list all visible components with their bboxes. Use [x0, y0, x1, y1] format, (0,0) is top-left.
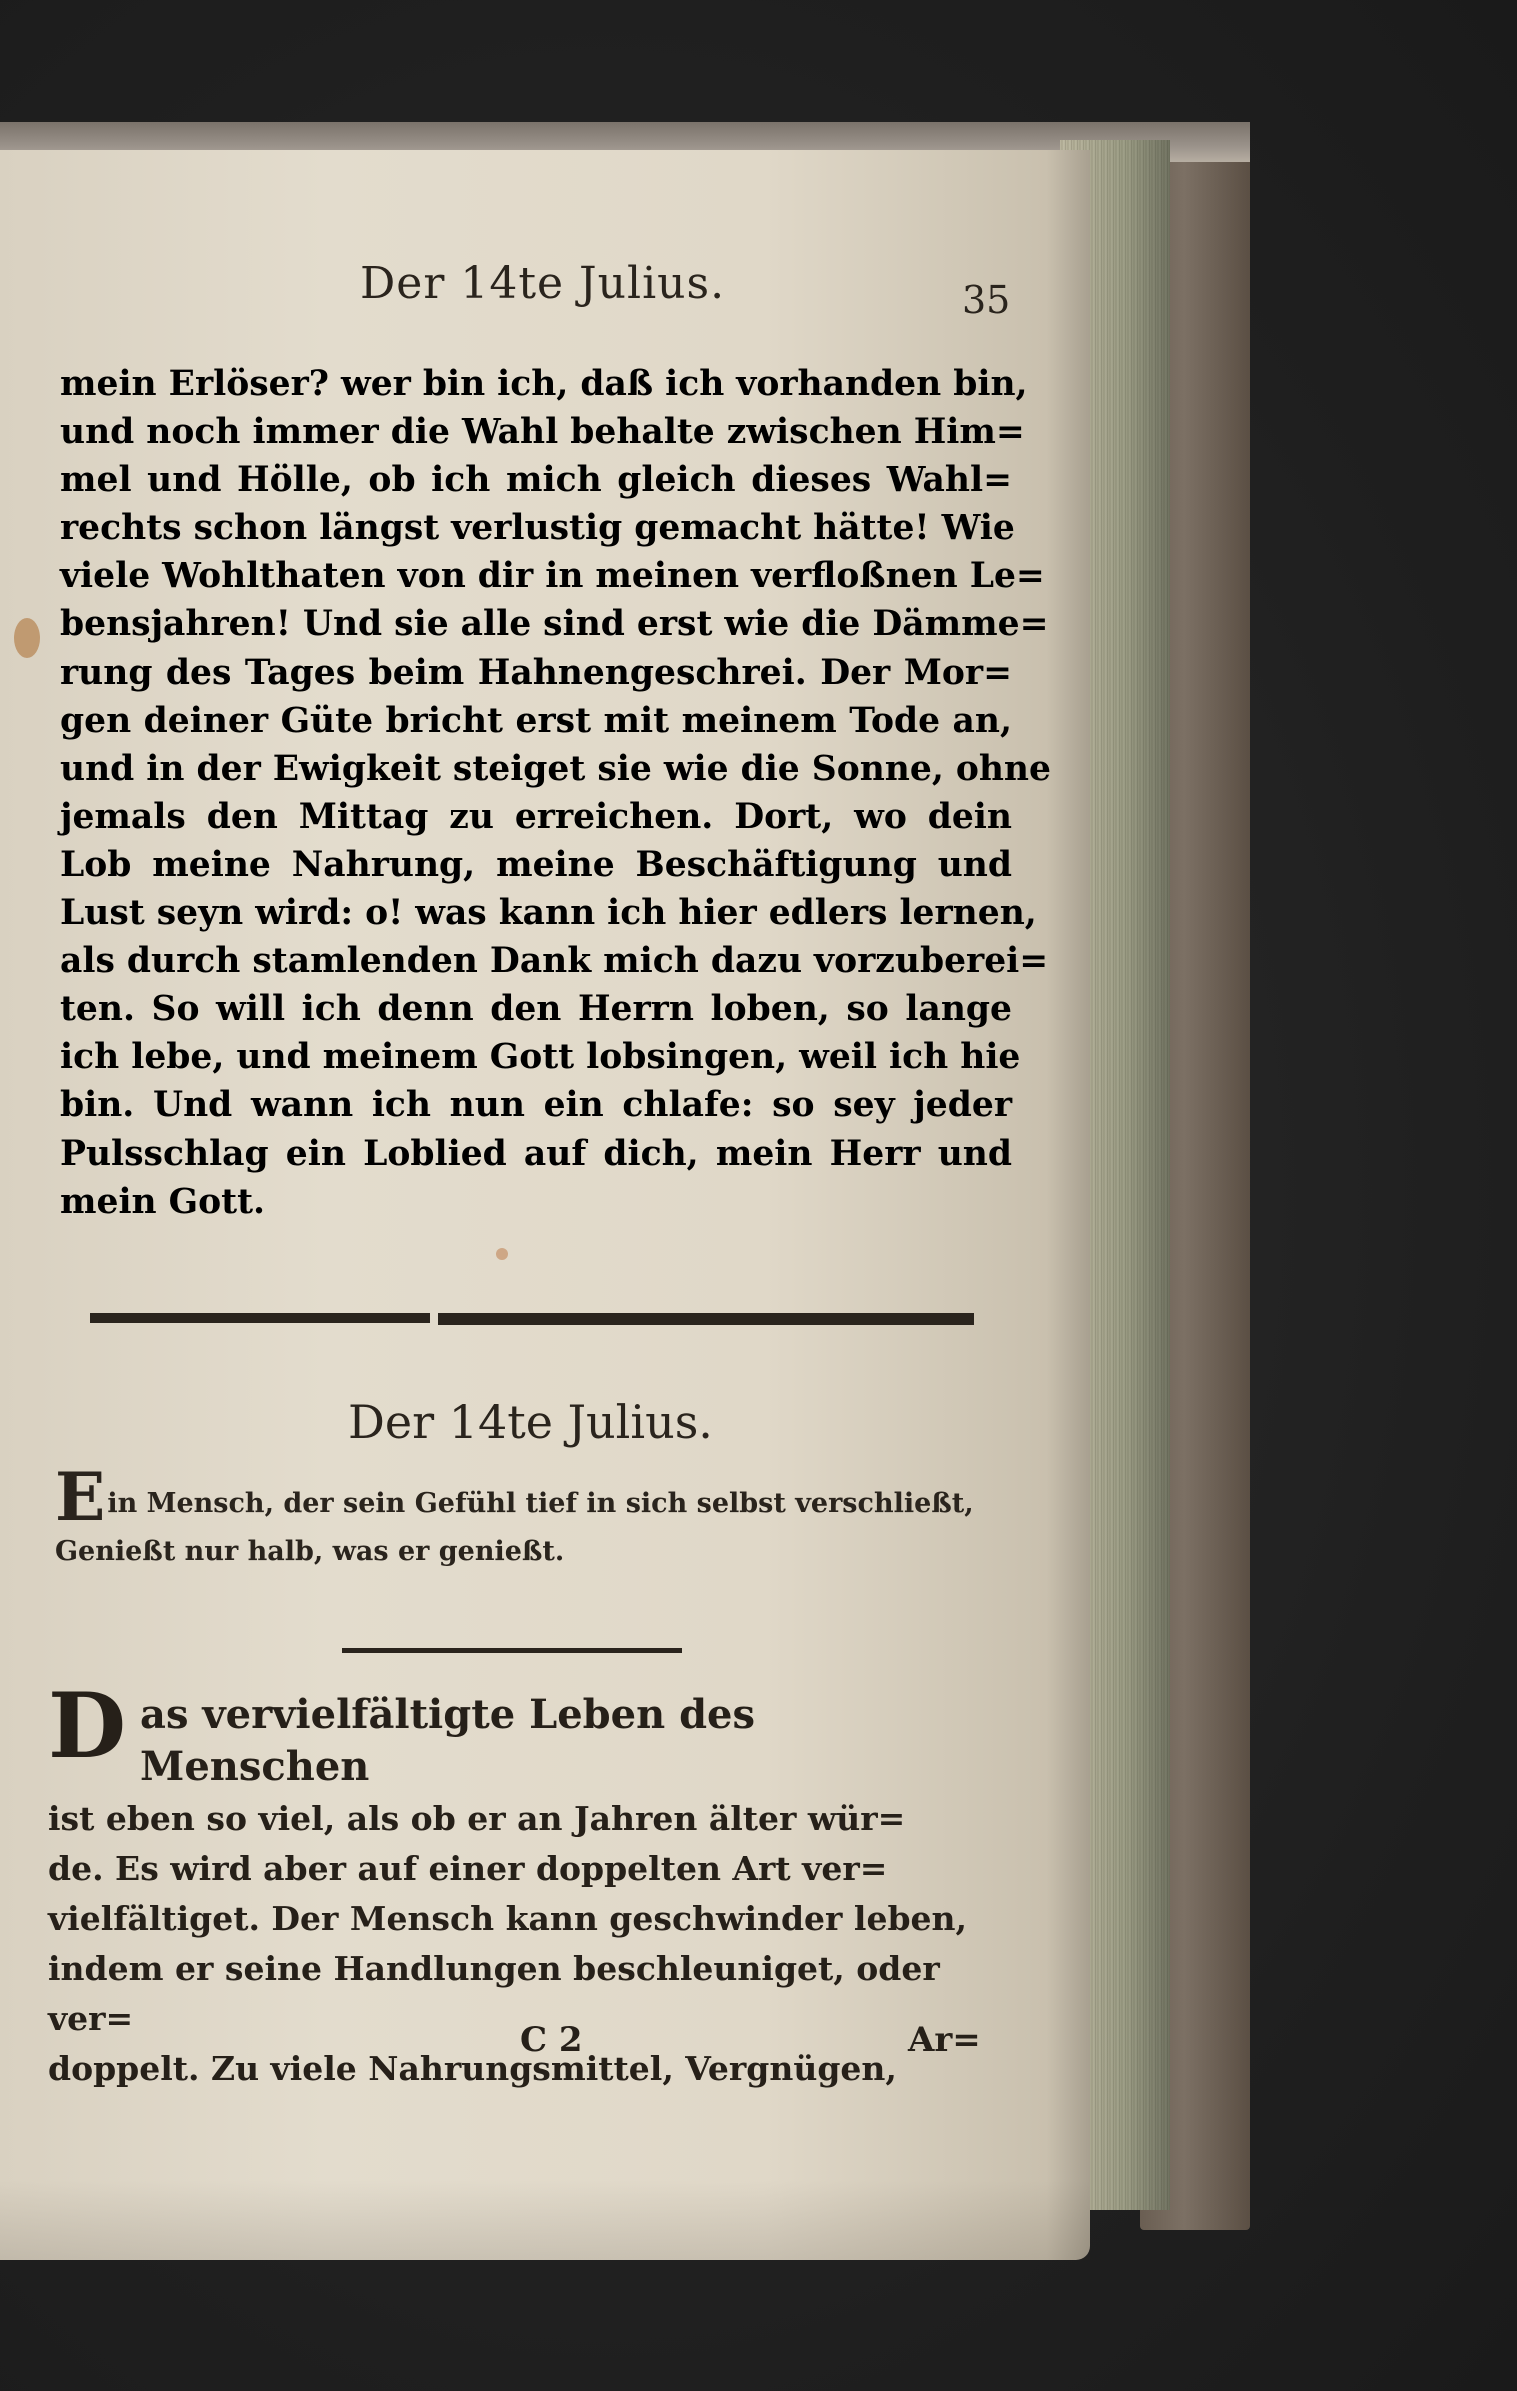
- page-number: 35: [962, 278, 1011, 322]
- paragraph-line: ist eben so viel, als ob er an Jahren älter wür=: [48, 1799, 906, 1838]
- body-line: und in der Ewigkeit steiget sie wie die Sonne, ohne: [60, 748, 1051, 789]
- paragraph-line: doppelt. Zu viele Nahrungsmittel, Vergnügen,: [48, 2049, 897, 2088]
- motto-line-1: in Mensch, der sein Gefühl tief in sich selbst verschließt,: [107, 1488, 974, 1519]
- body-line: mel und Hölle, ob ich mich gleich dieses Wahl=: [60, 460, 1012, 501]
- motto-verse: [55, 1458, 975, 1576]
- body-text: [60, 360, 1051, 1226]
- body-line: ten. So will ich denn den Herrn loben, so lange: [60, 989, 1012, 1030]
- running-head: Der 14te Julius.: [360, 258, 726, 309]
- paragraph-line: indem er seine Handlungen beschleuniget, oder ver=: [48, 1949, 940, 2038]
- paragraph-first-line: as vervielfältigte Leben des Menschen: [140, 1691, 756, 1790]
- page-stain-small: [496, 1248, 508, 1260]
- motto-line-2: Genießt nur halb, was er genießt.: [55, 1536, 565, 1567]
- body-line: viele Wohlthaten von dir in meinen verfloßnen Le=: [60, 556, 1045, 597]
- paragraph-line: de. Es wird aber auf einer doppelten Art ver=: [48, 1849, 888, 1888]
- section-divider-rule: [90, 1310, 974, 1324]
- body-line: mein Erlöser? wer bin ich, daß ich vorhanden bin,: [60, 364, 1028, 404]
- divider-segment-right: [438, 1313, 974, 1325]
- body-line: als durch stamlenden Dank mich dazu vorzuberei=: [60, 941, 1049, 982]
- body-line: Lob meine Nahrung, meine Beschäftigung und: [60, 844, 1012, 885]
- signature-mark: C 2: [520, 2020, 583, 2060]
- body-line: und noch immer die Wahl behalte zwischen Him=: [60, 412, 1025, 453]
- body-line: Pulsschlag ein Loblied auf dich, mein Herr und: [60, 1133, 1012, 1174]
- page-bottom-shade: [0, 2180, 1090, 2260]
- body-line: rung des Tages beim Hahnengeschrei. Der Mor=: [60, 652, 1012, 693]
- divider-segment-left: [90, 1313, 430, 1323]
- drop-cap-initial: D: [48, 1673, 127, 1779]
- body-line: rechts schon längst verlustig gemacht hätte! Wie: [60, 508, 1015, 549]
- body-line: bensjahren! Und sie alle sind erst wie die Dämme=: [60, 604, 1049, 645]
- paragraph-line: vielfältiget. Der Mensch kann geschwinder leben,: [48, 1899, 968, 1938]
- body-line: gen deiner Güte bricht erst mit meinem Tode an,: [60, 700, 1012, 741]
- body-line: mein Gott.: [60, 1181, 266, 1222]
- catchword: Ar=: [908, 2020, 981, 2060]
- motto-initial: E: [55, 1458, 106, 1536]
- body-line: bin. Und wann ich nun ein chlafe: so sey jeder: [60, 1085, 1012, 1126]
- body-line: ich lebe, und meinem Gott lobsingen, weil ich hie: [60, 1037, 1021, 1078]
- body-line: jemals den Mittag zu erreichen. Dort, wo dein: [60, 796, 1012, 837]
- short-rule: [342, 1648, 682, 1653]
- body-line: Lust seyn wird: o! was kann ich hier edlers lernen,: [60, 893, 1037, 934]
- section-heading: Der 14te Julius.: [348, 1395, 713, 1449]
- page-stain: [14, 618, 40, 658]
